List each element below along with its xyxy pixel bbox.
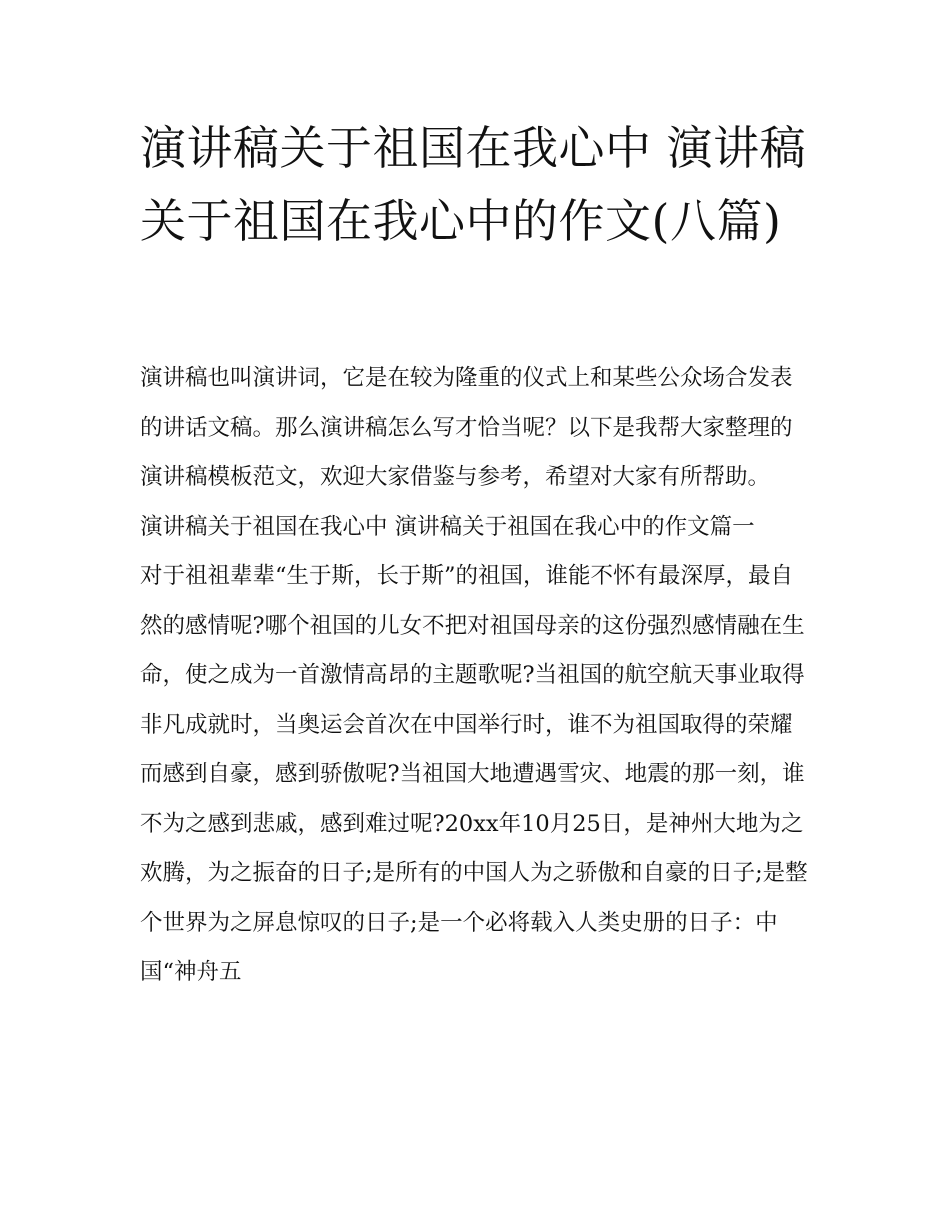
document-body — [140, 354, 812, 998]
section-heading: 演讲稿关于祖国在我心中 演讲稿关于祖国在我心中的作文篇一 — [140, 513, 755, 540]
body-paragraph: 对于祖祖辈辈“生于斯，长于斯”的祖国，谁能不怀有最深厚，最自然的感情呢?哪个祖国的儿女不把对祖国母亲的这份强烈感情融在生命，使之成为一首激情高昂的主题歌呢?当祖国的航空航天事业取得非凡成就时，当奥运会首次在中国举行时，谁不为祖国取得的荣耀而感到自豪，感到骄傲呢?当祖国大地遭遇雪灾、地震的那一刻，谁不为之感到悲戚，感到难过呢?20xx年10月25日，是神州大地为之欢腾，为之振奋的日子;是所有的中国人为之骄傲和自豪的日子;是整个世界为之屏息惊叹的日子;是一个必将载入人类史册的日子：中国“神舟五 — [140, 563, 808, 985]
document-title: 演讲稿关于祖国在我心中 演讲稿关于祖国在我心中的作文(八篇) — [140, 121, 807, 248]
intro-paragraph: 演讲稿也叫演讲词，它是在较为隆重的仪式上和某些公众场合发表的讲话文稿。那么演讲稿怎么写才恰当呢？以下是我帮大家整理的演讲稿模板范文，欢迎大家借鉴与参考，希望对大家有所帮助。 — [140, 365, 793, 490]
